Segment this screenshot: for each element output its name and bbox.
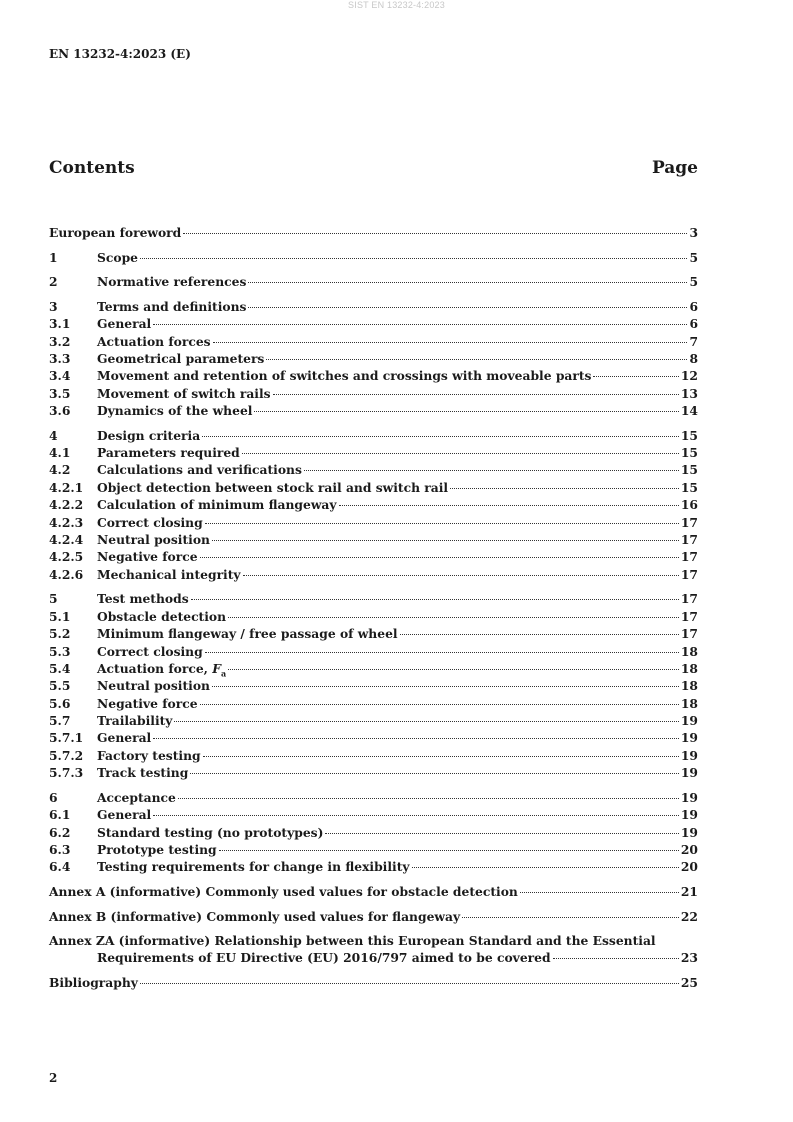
- toc-entry-page: 15: [680, 445, 698, 461]
- toc-entry-title: Calculations and verifications: [97, 462, 302, 478]
- toc-entry-title: Actuation forces: [97, 333, 211, 349]
- dot-leader: [212, 686, 679, 687]
- toc-entry-number: 5.1: [49, 608, 71, 624]
- toc-entry-title: Scope: [97, 249, 138, 265]
- toc-entry[interactable]: [49, 385, 698, 402]
- toc-entry-number: 4.2.2: [49, 497, 84, 513]
- toc-entry-page: 22: [680, 908, 698, 924]
- toc-entry-title: Minimum flangeway / free passage of wheel: [97, 626, 398, 642]
- toc-entry-page: 15: [680, 479, 698, 495]
- dot-leader: [325, 833, 678, 834]
- dot-leader: [412, 867, 679, 868]
- watermark: SIST EN 13232-4:2023: [348, 0, 445, 10]
- toc-entry-number: 1: [49, 249, 58, 265]
- toc-entry-page: 6: [689, 298, 698, 314]
- toc-entry-page: 20: [680, 859, 698, 875]
- dot-leader: [273, 394, 679, 395]
- dot-leader: [213, 342, 688, 343]
- toc-entry-page: 19: [680, 789, 698, 805]
- toc-entry-page: 23: [680, 950, 698, 966]
- toc-entry[interactable]: [49, 806, 698, 823]
- toc-entry[interactable]: [49, 747, 698, 764]
- toc-entry-number: 6.3: [49, 842, 71, 858]
- toc-entry-title: Parameters required: [97, 445, 240, 461]
- toc-entry-number: 3: [49, 298, 58, 314]
- toc-entry[interactable]: [49, 764, 698, 781]
- page-column-heading: Page: [651, 158, 698, 178]
- toc-entry-number: 5.3: [49, 643, 71, 659]
- toc-entry-title: Bibliography: [49, 974, 138, 990]
- dot-leader: [248, 307, 687, 308]
- toc-entry[interactable]: [49, 496, 698, 513]
- toc-entry[interactable]: [49, 883, 698, 900]
- toc-entry-bibliography[interactable]: [49, 974, 698, 991]
- toc-entry-number: 5.5: [49, 678, 71, 694]
- document-identifier: EN 13232-4:2023 (E): [49, 47, 191, 61]
- dot-leader: [266, 359, 687, 360]
- toc-entry-number: 3.2: [49, 333, 71, 349]
- toc-entry-title: Trailability: [97, 713, 173, 729]
- toc-entry-title: Movement of switch rails: [97, 385, 271, 401]
- toc-entry-number: 4.1: [49, 445, 71, 461]
- toc-entry[interactable]: [49, 590, 698, 607]
- dot-leader: [450, 488, 679, 489]
- dot-leader: [243, 575, 679, 576]
- toc-entry-title: General: [97, 807, 152, 823]
- dot-leader: [205, 652, 679, 653]
- toc-entry-title: Prototype testing: [97, 842, 217, 858]
- toc-entry-title: Dynamics of the wheel: [97, 403, 253, 419]
- toc-entry-page: 17: [680, 514, 698, 530]
- dot-leader: [553, 958, 679, 959]
- toc-entry-title: Normative references: [97, 274, 247, 290]
- dot-leader: [153, 815, 679, 816]
- toc-entry-title: Annex B (informative) Commonly used values for flangeway: [49, 908, 461, 924]
- toc-entry[interactable]: [49, 479, 698, 496]
- toc-entry[interactable]: [49, 531, 698, 548]
- dot-leader: [190, 773, 679, 774]
- toc-entry-number: 4.2.6: [49, 566, 84, 582]
- toc-entry-number: 5.7.2: [49, 747, 84, 763]
- toc-entry-title: Mechanical integrity: [97, 566, 241, 582]
- force-symbol-subscript: a: [220, 668, 227, 679]
- toc-entry[interactable]: [49, 789, 698, 806]
- toc-entry[interactable]: [49, 249, 698, 266]
- toc-entry[interactable]: [49, 677, 698, 694]
- dot-leader: [339, 505, 679, 506]
- toc-entry-title: Acceptance: [97, 789, 176, 805]
- toc-entry-page: 5: [689, 249, 698, 265]
- dot-leader: [248, 282, 687, 283]
- toc-entry-page: 3: [689, 225, 698, 240]
- toc-entry-title: Geometrical parameters: [97, 350, 265, 366]
- toc-entry-page: 14: [680, 403, 698, 419]
- toc-entry[interactable]: [49, 514, 698, 531]
- toc-entry-title: General: [97, 316, 152, 332]
- dot-leader: [203, 756, 679, 757]
- toc-entry-page: 17: [680, 608, 698, 624]
- toc-entry-title: Calculation of minimum flangeway: [97, 497, 337, 513]
- toc-entry-title: Track testing: [97, 765, 189, 781]
- toc-entry-number: 4.2.5: [49, 549, 84, 565]
- toc-entry-number: 5.6: [49, 695, 71, 711]
- dot-leader: [200, 557, 679, 558]
- toc-entry-page: 18: [680, 643, 698, 659]
- toc-entry[interactable]: [49, 548, 698, 565]
- toc-entry-title: Annex A (informative) Commonly used values for obstacle detection: [49, 883, 518, 899]
- toc-entry-title: Terms and definitions: [97, 298, 247, 314]
- toc-entry-page: 20: [680, 842, 698, 858]
- dot-leader: [219, 850, 679, 851]
- toc-entry-page: 21: [680, 883, 698, 899]
- dot-leader: [174, 721, 678, 722]
- toc-entry-page: 25: [680, 974, 698, 990]
- toc-entry-title: Actuation force, $F_a$: [97, 660, 227, 679]
- toc-entry-page: 17: [680, 626, 698, 642]
- toc-entry-title: Neutral position: [97, 678, 210, 694]
- toc-entry-title: Correct closing: [97, 514, 203, 530]
- toc-entry-page: 19: [680, 824, 698, 840]
- toc-entry[interactable]: [49, 841, 698, 858]
- dot-leader: [191, 599, 679, 600]
- toc-entry[interactable]: [49, 402, 698, 419]
- toc-entry-number: 3.3: [49, 350, 71, 366]
- toc-entry[interactable]: [49, 858, 698, 875]
- toc-entry-page: 19: [680, 713, 698, 729]
- toc-entry-page: 18: [680, 695, 698, 711]
- toc-entry-title: Testing requirements for change in flexibility: [97, 859, 410, 875]
- toc-entry-number: 4: [49, 427, 58, 443]
- toc-entry-page: 19: [680, 730, 698, 746]
- dot-leader: [140, 983, 679, 984]
- toc-entry[interactable]: [49, 660, 698, 677]
- dot-leader: [205, 523, 679, 524]
- dot-leader: [593, 376, 678, 377]
- toc-entry[interactable]: [49, 427, 698, 444]
- toc-entry-title: Annex ZA (informative) Relationship between this European Standard and the Essential: [49, 933, 656, 949]
- toc-entry-page: 5: [689, 274, 698, 290]
- toc-entry-title: Negative force: [97, 549, 198, 565]
- dot-leader: [202, 436, 679, 437]
- toc-entry-page: 13: [680, 385, 698, 401]
- toc-entry-title: Obstacle detection: [97, 608, 227, 624]
- toc-entry-title: Movement and retention of switches and crossings with moveable parts: [97, 368, 592, 384]
- toc-entry[interactable]: [49, 444, 698, 461]
- toc-entry[interactable]: [49, 273, 698, 290]
- force-symbol: F: [212, 660, 221, 676]
- toc-entry-page: 15: [680, 462, 698, 478]
- dot-leader: [212, 540, 679, 541]
- toc-entry[interactable]: [49, 224, 698, 241]
- dot-leader: [200, 704, 679, 705]
- toc-entry[interactable]: [49, 350, 698, 367]
- toc-entry[interactable]: [49, 729, 698, 746]
- toc-entry-number: 3.6: [49, 403, 71, 419]
- toc-entry-number: 6.2: [49, 824, 71, 840]
- contents-heading: Contents: [49, 158, 135, 178]
- table-of-contents: [49, 224, 698, 991]
- toc-entry-page: 17: [680, 549, 698, 565]
- toc-entry-title: Negative force: [97, 695, 198, 711]
- toc-entry[interactable]: [49, 367, 698, 384]
- toc-entry[interactable]: [49, 908, 698, 925]
- toc-entry-number: 4.2.3: [49, 514, 84, 530]
- toc-entry[interactable]: [49, 712, 698, 729]
- toc-entry-page: 17: [680, 566, 698, 582]
- toc-entry-page: 19: [680, 765, 698, 781]
- toc-entry-page: 19: [680, 747, 698, 763]
- toc-entry-page: 15: [680, 427, 698, 443]
- dot-leader: [140, 258, 687, 259]
- toc-entry-number: 4.2.1: [49, 479, 84, 495]
- toc-entry-number: 6.4: [49, 859, 71, 875]
- toc-entry-number: 6: [49, 789, 58, 805]
- dot-leader: [304, 470, 679, 471]
- dot-leader: [400, 634, 679, 635]
- toc-entry-page: 17: [680, 591, 698, 607]
- toc-entry-title: European foreword: [49, 225, 182, 240]
- dot-leader: [178, 798, 679, 799]
- dot-leader: [183, 233, 687, 234]
- toc-entry-number: 4.2: [49, 462, 71, 478]
- dot-leader: [242, 453, 679, 454]
- toc-entry-page: 18: [680, 660, 698, 676]
- dot-leader: [254, 411, 678, 412]
- toc-entry[interactable]: [49, 824, 698, 841]
- toc-entry[interactable]: [49, 315, 698, 332]
- toc-entry[interactable]: [49, 625, 698, 642]
- toc-entry[interactable]: [49, 643, 698, 660]
- toc-entry-number: 5.7.1: [49, 730, 84, 746]
- toc-entry-page: 18: [680, 678, 698, 694]
- dot-leader: [228, 617, 679, 618]
- toc-entry-number: 5.7: [49, 713, 71, 729]
- toc-entry[interactable]: [49, 298, 698, 315]
- toc-entry-page: 19: [680, 807, 698, 823]
- toc-entry-title: Correct closing: [97, 643, 203, 659]
- toc-entry-title: Test methods: [97, 591, 189, 607]
- toc-entry[interactable]: [49, 333, 698, 350]
- page-number: 2: [49, 1071, 58, 1085]
- toc-entry-page: 6: [689, 316, 698, 332]
- toc-entry-number: 5.2: [49, 626, 71, 642]
- toc-entry-title: Factory testing: [97, 747, 201, 763]
- toc-entry-title: Object detection between stock rail and switch rail: [97, 479, 449, 495]
- toc-entry-number: 5.4: [49, 660, 71, 676]
- toc-entry-title: General: [97, 730, 152, 746]
- dot-leader: [153, 738, 679, 739]
- dot-leader: [462, 917, 679, 918]
- toc-entry-title: Standard testing (no prototypes): [97, 824, 324, 840]
- toc-entry-page: 8: [689, 350, 698, 366]
- toc-entry-page: 16: [680, 497, 698, 513]
- toc-entry-annex-za[interactable]: [49, 932, 698, 966]
- toc-entry-number: 2: [49, 274, 58, 290]
- dot-leader: [153, 324, 687, 325]
- toc-entry[interactable]: [49, 461, 698, 478]
- toc-entry[interactable]: [49, 695, 698, 712]
- toc-entry-number: 4.2.4: [49, 532, 84, 547]
- toc-entry-page: 12: [680, 368, 698, 384]
- toc-entry-title-continued: Requirements of EU Directive (EU) 2016/797 aimed to be covered: [97, 950, 551, 966]
- toc-entry-number: 3.1: [49, 316, 71, 332]
- toc-entry[interactable]: [49, 566, 698, 583]
- toc-entry-title: Design criteria: [97, 427, 201, 443]
- toc-entry[interactable]: [49, 608, 698, 625]
- contents-header: [49, 158, 698, 178]
- toc-entry-page: 7: [689, 333, 698, 349]
- toc-entry-page: 17: [680, 532, 698, 547]
- toc-entry-number: 3.4: [49, 368, 71, 384]
- toc-entry-number: 5: [49, 591, 58, 607]
- toc-entry-title: Neutral position: [97, 532, 210, 547]
- toc-entry-number: 3.5: [49, 385, 71, 401]
- toc-entry-number: 5.7.3: [49, 765, 84, 781]
- dot-leader: [520, 892, 679, 893]
- dot-leader: [228, 669, 679, 670]
- toc-entry-number: 6.1: [49, 807, 71, 823]
